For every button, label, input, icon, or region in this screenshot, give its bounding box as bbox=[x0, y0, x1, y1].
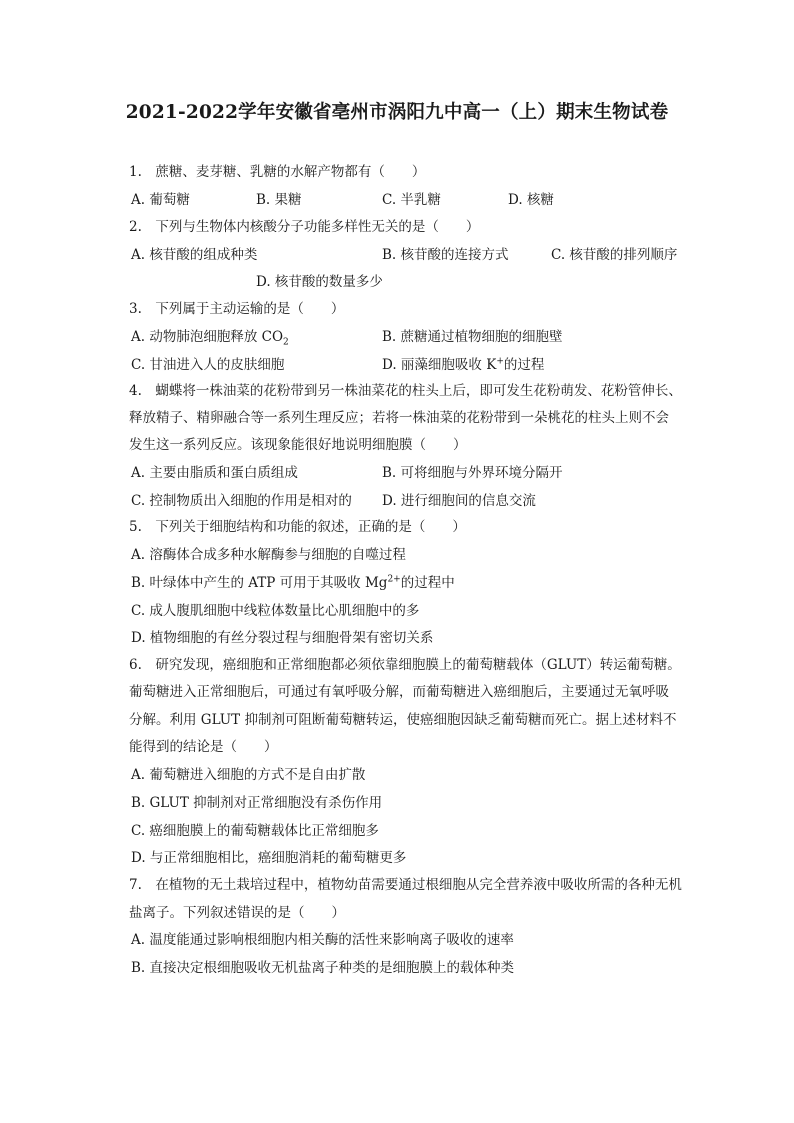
q3-option-a bbox=[131, 327, 289, 347]
q6-stem-line1: 6. 研究发现，癌细胞和正常细胞都必须依靠细胞膜上的葡萄糖载体（GLUT）转运葡萄糖。 bbox=[129, 657, 681, 673]
q3-option-b: B. 蔗糖通过植物细胞的细胞壁 bbox=[382, 329, 563, 345]
q3-option-a-text: A. 动物肺泡细胞释放 CO bbox=[131, 329, 284, 345]
q5-stem: 5. 下列关于细胞结构和功能的叙述，正确的是（ ） bbox=[129, 519, 466, 535]
q1-option-b: B. 果糖 bbox=[256, 192, 302, 208]
q6-option-d: D. 与正常细胞相比，癌细胞消耗的葡萄糖更多 bbox=[131, 850, 407, 866]
q5-option-b-post: 的过程中 bbox=[400, 575, 455, 591]
q5-option-b-pre: B. 叶绿体中产生的 ATP 可用于其吸收 Mg bbox=[131, 575, 388, 591]
q4-option-c: C. 控制物质出入细胞的作用是相对的 bbox=[131, 493, 352, 509]
q7-stem-line2: 盐离子。下列叙述错误的是（ ） bbox=[129, 905, 345, 921]
q6-stem-line3: 分解。利用 GLUT 抑制剂可阻断葡萄糖转运，使癌细胞因缺乏葡萄糖而死亡。据上述材料不 bbox=[129, 712, 677, 728]
q7-stem-line1: 7. 在植物的无土栽培过程中，植物幼苗需要通过根细胞从完全营养液中吸收所需的各种无机 bbox=[129, 877, 682, 893]
q6-stem-line2: 葡萄糖进入正常细胞后，可通过有氧呼吸分解，而葡萄糖进入癌细胞后，主要通过无氧呼吸 bbox=[129, 684, 669, 700]
q6-option-a: A. 葡萄糖进入细胞的方式不是自由扩散 bbox=[131, 767, 366, 783]
q5-option-b-superscript: 2+ bbox=[387, 574, 401, 585]
q2-option-d: D. 核苷酸的数量多少 bbox=[256, 274, 383, 290]
q4-stem-line3: 发生这一系列反应。该现象能很好地说明细胞膜（ ） bbox=[129, 437, 467, 453]
q6-stem-line4: 能得到的结论是（ ） bbox=[129, 739, 278, 755]
q1-option-c: C. 半乳糖 bbox=[382, 192, 441, 208]
q4-stem-line1: 4. 蝴蝶将一株油菜的花粉带到另一株油菜花的柱头上后，即可发生花粉萌发、花粉管伸长、 bbox=[129, 383, 682, 399]
q4-option-b: B. 可将细胞与外界环境分隔开 bbox=[382, 465, 563, 481]
q3-option-d-pre: D. 丽藻细胞吸收 K bbox=[382, 357, 497, 373]
q2-stem: 2. 下列与生物体内核酸分子功能多样性无关的是（ ） bbox=[129, 219, 480, 235]
q6-option-c: C. 癌细胞膜上的葡萄糖载体比正常细胞多 bbox=[131, 823, 379, 839]
q1-option-d: D. 核糖 bbox=[508, 192, 554, 208]
q7-option-a: A. 温度能通过影响根细胞内相关酶的活性来影响离子吸收的速率 bbox=[131, 932, 514, 948]
q3-option-d-superscript: + bbox=[496, 356, 504, 367]
q2-option-b: B. 核苷酸的连接方式 bbox=[382, 247, 509, 263]
q4-stem-line2: 释放精子、精卵融合等一系列生理反应；若将一株油菜的花粉带到一朵桃花的柱头上则不会 bbox=[129, 410, 669, 426]
q5-option-b bbox=[131, 573, 455, 593]
q5-option-d: D. 植物细胞的有丝分裂过程与细胞骨架有密切关系 bbox=[131, 630, 434, 646]
q7-option-b: B. 直接决定根细胞吸收无机盐离子种类的是细胞膜上的载体种类 bbox=[131, 960, 515, 976]
q4-option-a: A. 主要由脂质和蛋白质组成 bbox=[131, 465, 298, 481]
q1-stem: 1. 蔗糖、麦芽糖、乳糖的水解产物都有（ ） bbox=[129, 164, 426, 180]
q2-option-c: C. 核苷酸的排列顺序 bbox=[551, 247, 678, 263]
q6-option-b: B. GLUT 抑制剂对正常细胞没有杀伤作用 bbox=[131, 795, 383, 811]
q5-option-a: A. 溶酶体合成多种水解酶参与细胞的自噬过程 bbox=[131, 547, 406, 563]
q3-option-d-post: 的过程 bbox=[503, 357, 545, 373]
q5-option-c: C. 成人腹肌细胞中线粒体数量比心肌细胞中的多 bbox=[131, 603, 420, 619]
q2-option-a: A. 核苷酸的组成种类 bbox=[131, 247, 258, 263]
q3-option-c: C. 甘油进入人的皮肤细胞 bbox=[131, 357, 285, 373]
q3-option-a-subscript: 2 bbox=[283, 337, 289, 348]
q3-option-d bbox=[382, 355, 544, 375]
q4-option-d: D. 进行细胞间的信息交流 bbox=[382, 493, 536, 509]
page-title: 2021-2022学年安徽省亳州市涡阳九中高一（上）期末生物试卷 bbox=[125, 102, 669, 123]
q3-stem: 3. 下列属于主动运输的是（ ） bbox=[129, 301, 345, 317]
q1-option-a: A. 葡萄糖 bbox=[131, 192, 190, 208]
